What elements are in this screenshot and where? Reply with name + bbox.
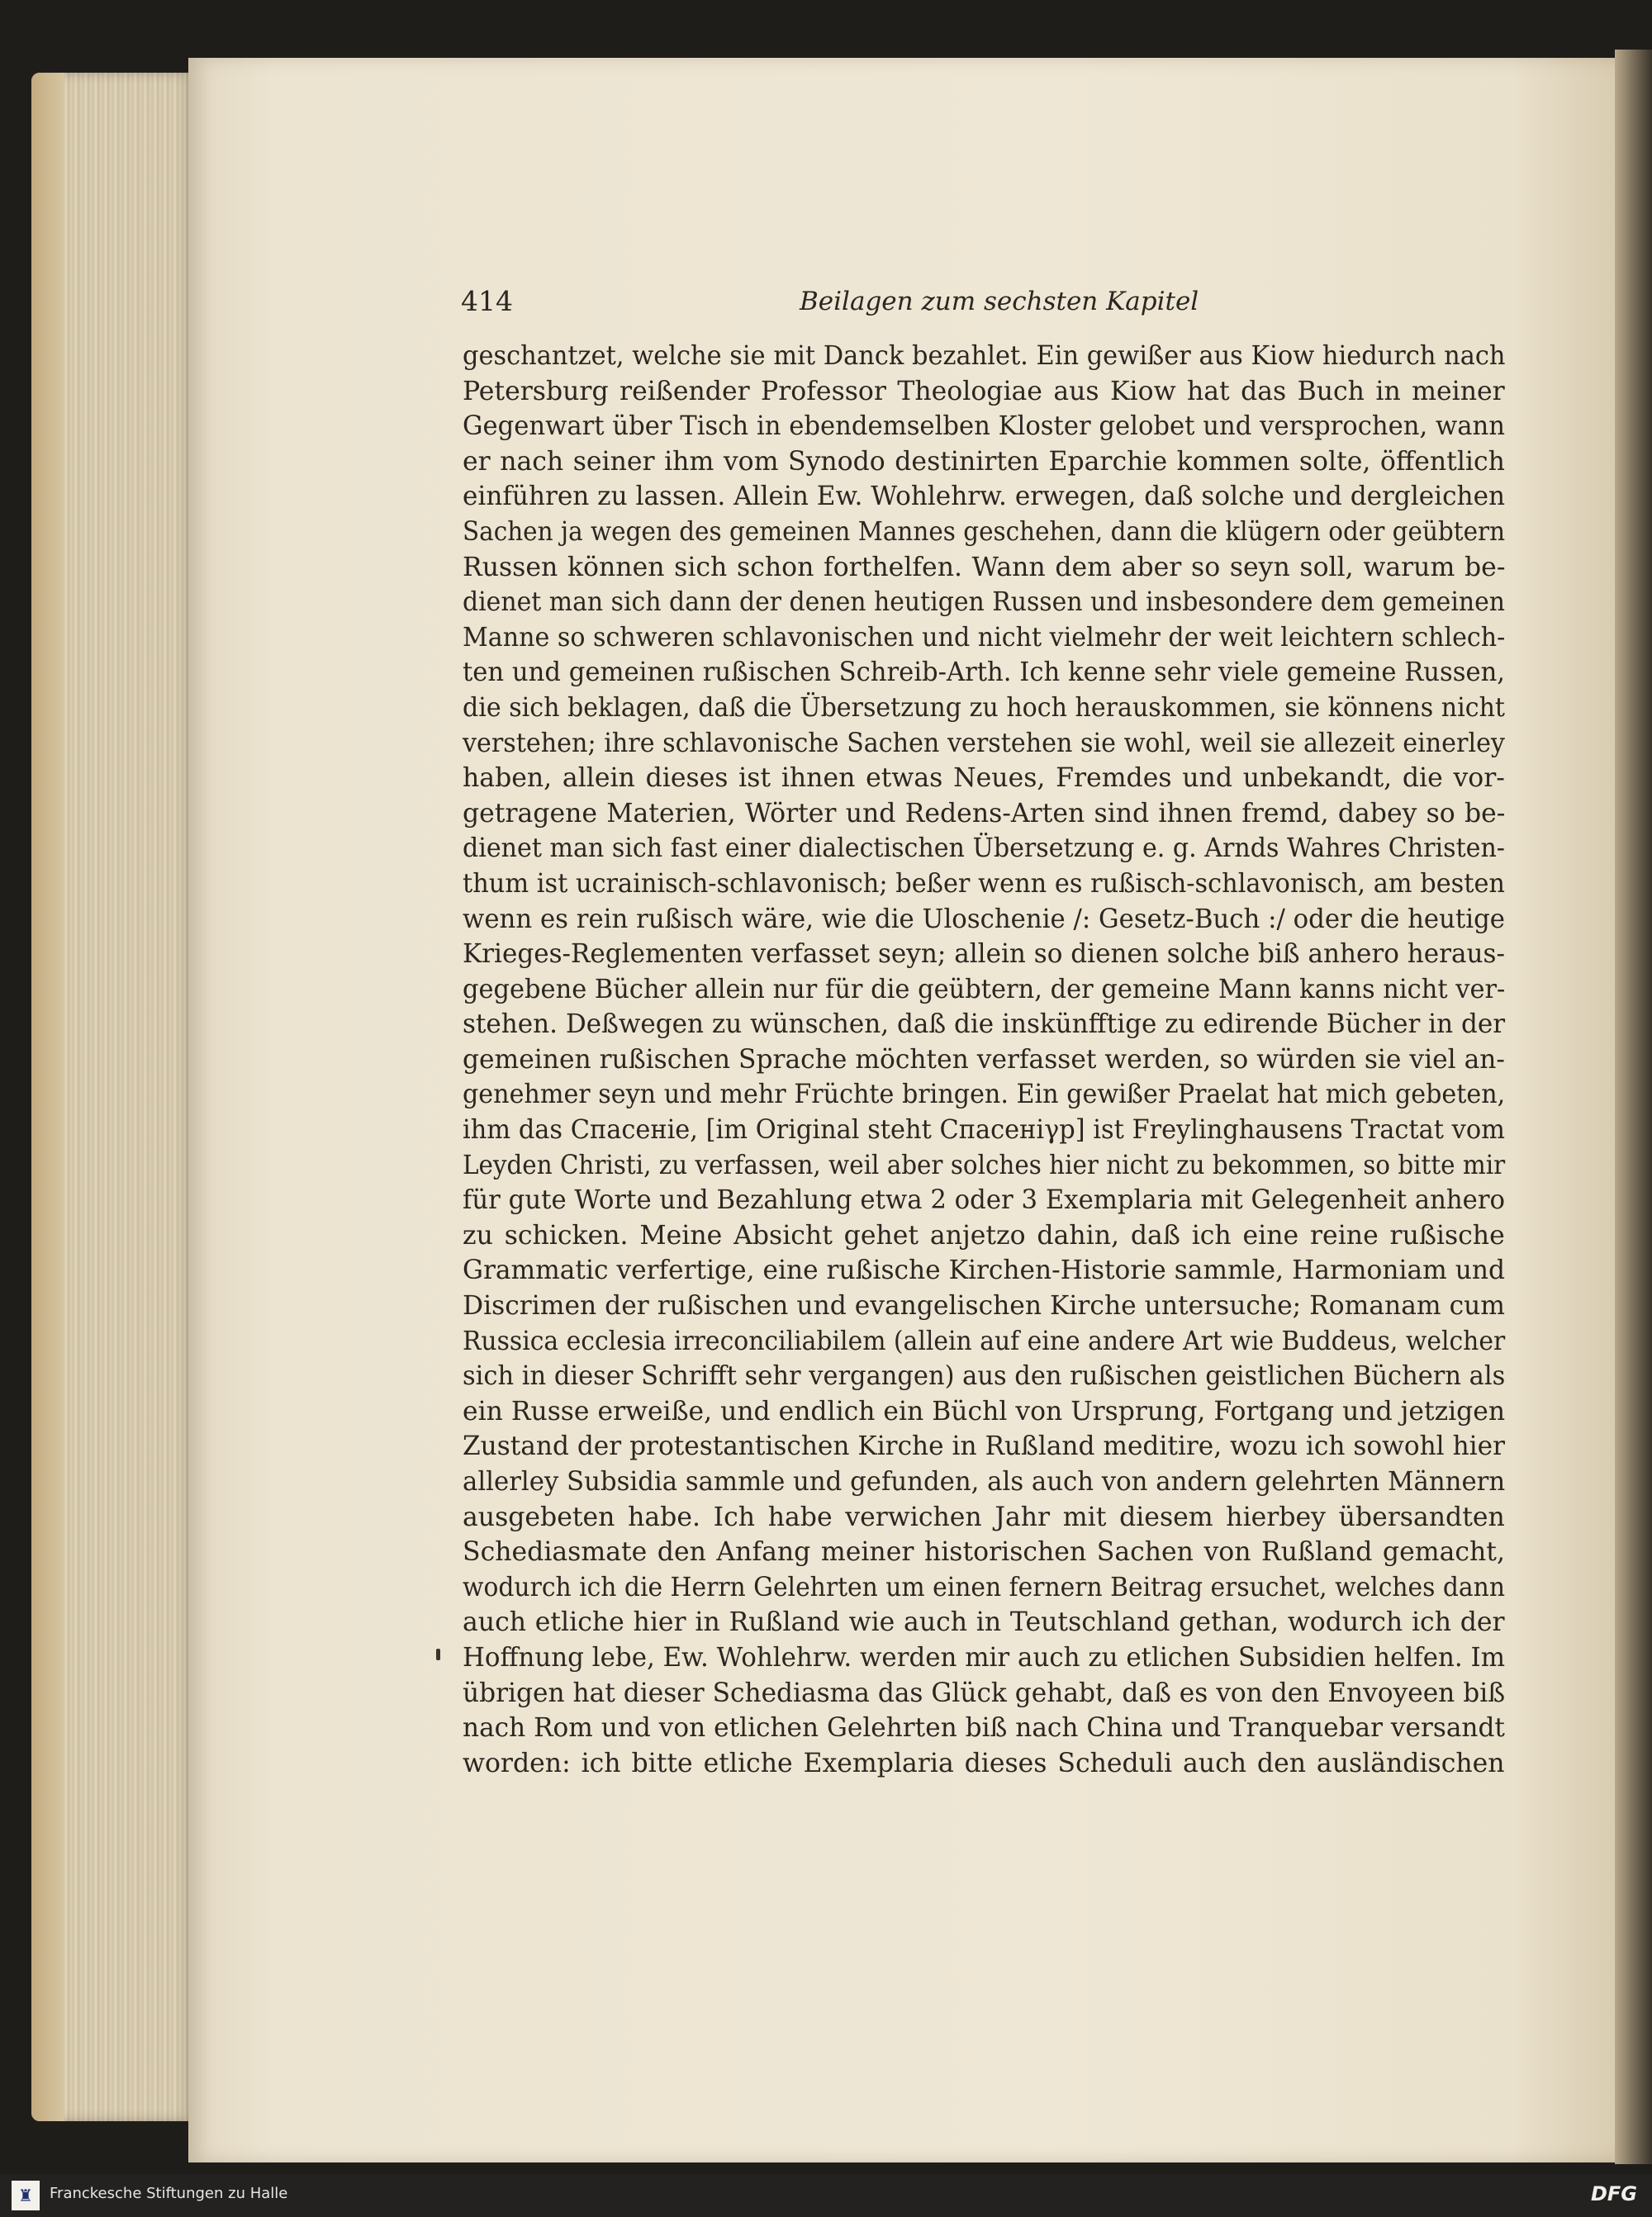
text-line: dienet man sich fast einer dialectischen Übersetzung e. g. Arnds Wahres Christen- — [463, 833, 1505, 864]
text-line: stehen. Deßwegen zu wünschen, daß die inskünfftige zu edirende Bücher in der — [463, 1009, 1506, 1040]
funder-logo[interactable]: DFG — [1590, 2182, 1637, 2205]
text-line: Petersburg reißender Professor Theologiae aus Kiow hat das Buch in meiner — [463, 376, 1505, 406]
text-line: für gute Worte und Bezahlung etwa 2 oder 3 Exemplaria mit Gelegenheit anhero — [463, 1185, 1506, 1216]
text-line: haben, allein dieses ist ihnen etwas Neues, Fremdes und unbekandt, die vor- — [463, 763, 1505, 794]
text-line: Manne so schweren schlavonischen und nicht vielmehr der weit leichtern schlech- — [463, 622, 1506, 653]
text-line: ten und gemeinen rußischen Schreib-Arth. Ich kenne sehr viele gemeine Russen, — [463, 658, 1506, 688]
page-stack-edge — [31, 73, 192, 2121]
text-line: genehmer seyn und mehr Früchte bringen. Ein gewißer Praelat hat mich gebeten, — [463, 1080, 1506, 1110]
footer-bar — [0, 2174, 1652, 2217]
text-line: wenn es rein rußisch wäre, wie die Uloschenie /: Gesetz-Buch :/ oder die heutige — [463, 904, 1506, 934]
text-line: verstehen; ihre schlavonische Sachen verstehen sie wohl, weil sie allezeit einerley — [463, 728, 1505, 758]
text-line: Krieges-Reglementen verfasset seyn; allein so dienen solche biß anhero heraus- — [463, 939, 1505, 970]
text-line: Discrimen der rußischen und evangelischen Kirche untersuche; Romanam cum — [463, 1291, 1506, 1322]
text-line: Russica ecclesia irreconciliabilem (allein auf eine andere Art wie Buddeus, welcher — [463, 1326, 1506, 1356]
text-line: zu schicken. Meine Absicht gehet anjetzo dahin, daß ich eine reine rußische — [463, 1220, 1505, 1251]
institution-logo-icon[interactable]: ♜ — [12, 2181, 40, 2210]
text-line: dienet man sich dann der denen heutigen Russen und insbesondere dem gemeinen — [463, 587, 1506, 618]
text-line: Hoffnung lebe, Ew. Wohlehrw. werden mir auch zu etlichen Subsidien helfen. Im — [463, 1642, 1506, 1673]
text-line: getragene Materien, Wörter und Redens-Arten sind ihnen fremd, dabey so be- — [463, 798, 1506, 828]
page-right-edge — [1615, 50, 1652, 2164]
text-line: sich in dieser Schrifft sehr vergangen) aus den rußischen geistlichen Büchern als — [463, 1361, 1506, 1392]
text-line: geschantzet, welche sie mit Danck bezahlet. Ein gewißer aus Kiow hiedurch nach — [463, 341, 1506, 371]
page-header — [461, 285, 1510, 326]
text-line: auch etliche hier in Rußland wie auch in Teutschland gethan, wodurch ich der — [463, 1607, 1505, 1638]
text-line: nach Rom und von etlichen Gelehrten biß nach China und Tranquebar versandt — [463, 1713, 1505, 1744]
text-line: Zustand der protestantischen Kirche in Rußland meditire, wozu ich sowohl hier — [463, 1431, 1505, 1462]
text-line: wodurch ich die Herrn Gelehrten um einen fernern Beitrag ersuchet, welches dann — [463, 1572, 1505, 1602]
text-line: gegebene Bücher allein nur für die geübtern, der gemeine Mann kanns nicht ver- — [463, 974, 1506, 1004]
text-line: gemeinen rußischen Sprache möchten verfasset werden, so würden sie viel an- — [463, 1044, 1505, 1075]
text-line: Leyden Christi, zu verfassen, weil aber solches hier nicht zu bekommen, so bitte mir — [463, 1150, 1506, 1180]
text-line: ihm das Спасеніе, [im Original steht Спасеніγр] ist Freylinghausens Tractat vom — [463, 1115, 1505, 1146]
text-line: thum ist ucrainisch-schlavonisch; beßer wenn es rußisch-schlavonisch, am besten — [463, 868, 1506, 899]
margin-mark — [436, 1649, 440, 1660]
text-line: Gegenwart über Tisch in ebendemselben Kloster gelobet und versprochen, wann — [463, 411, 1505, 442]
text-line: Grammatic verfertige, eine rußische Kirchen-Historie sammle, Harmoniam und — [463, 1256, 1505, 1286]
text-line: worden: ich bitte etliche Exemplaria dieses Scheduli auch den ausländischen — [463, 1748, 1505, 1778]
running-title: Beilagen zum sechsten Kapitel — [800, 287, 1199, 316]
text-line: übrigen hat dieser Schediasma das Glück gehabt, daß es von den Envoyeen biß — [463, 1678, 1506, 1708]
text-line: ein Russe erweiße, und endlich ein Büchl von Ursprung, Fortgang und jetzigen — [463, 1396, 1506, 1427]
institution-label[interactable]: Franckesche Stiftungen zu Halle — [50, 2185, 288, 2202]
text-line: ausgebeten habe. Ich habe verwichen Jahr mit diesem hierbey übersandten — [463, 1502, 1505, 1532]
body-text — [463, 339, 1505, 1781]
text-line: die sich beklagen, daß die Übersetzung zu hoch herauskommen, sie könnens nicht — [463, 692, 1506, 723]
text-line: Russen können sich schon forthelfen. Wann dem aber so seyn soll, warum be- — [463, 552, 1506, 582]
page-number: 414 — [461, 285, 513, 317]
text-line: Schediasmate den Anfang meiner historischen Sachen von Rußland gemacht, — [463, 1537, 1505, 1568]
text-line: allerley Subsidia sammle und gefunden, als auch von andern gelehrten Männern — [463, 1467, 1506, 1497]
text-line: er nach seiner ihm vom Synodo destinirten Eparchie kommen solte, öffentlich — [463, 446, 1505, 477]
text-line: Sachen ja wegen des gemeinen Mannes geschehen, dann die klügern oder geübtern — [463, 516, 1506, 547]
text-line: einführen zu lassen. Allein Ew. Wohlehrw. erwegen, daß solche und dergleichen — [463, 482, 1506, 512]
